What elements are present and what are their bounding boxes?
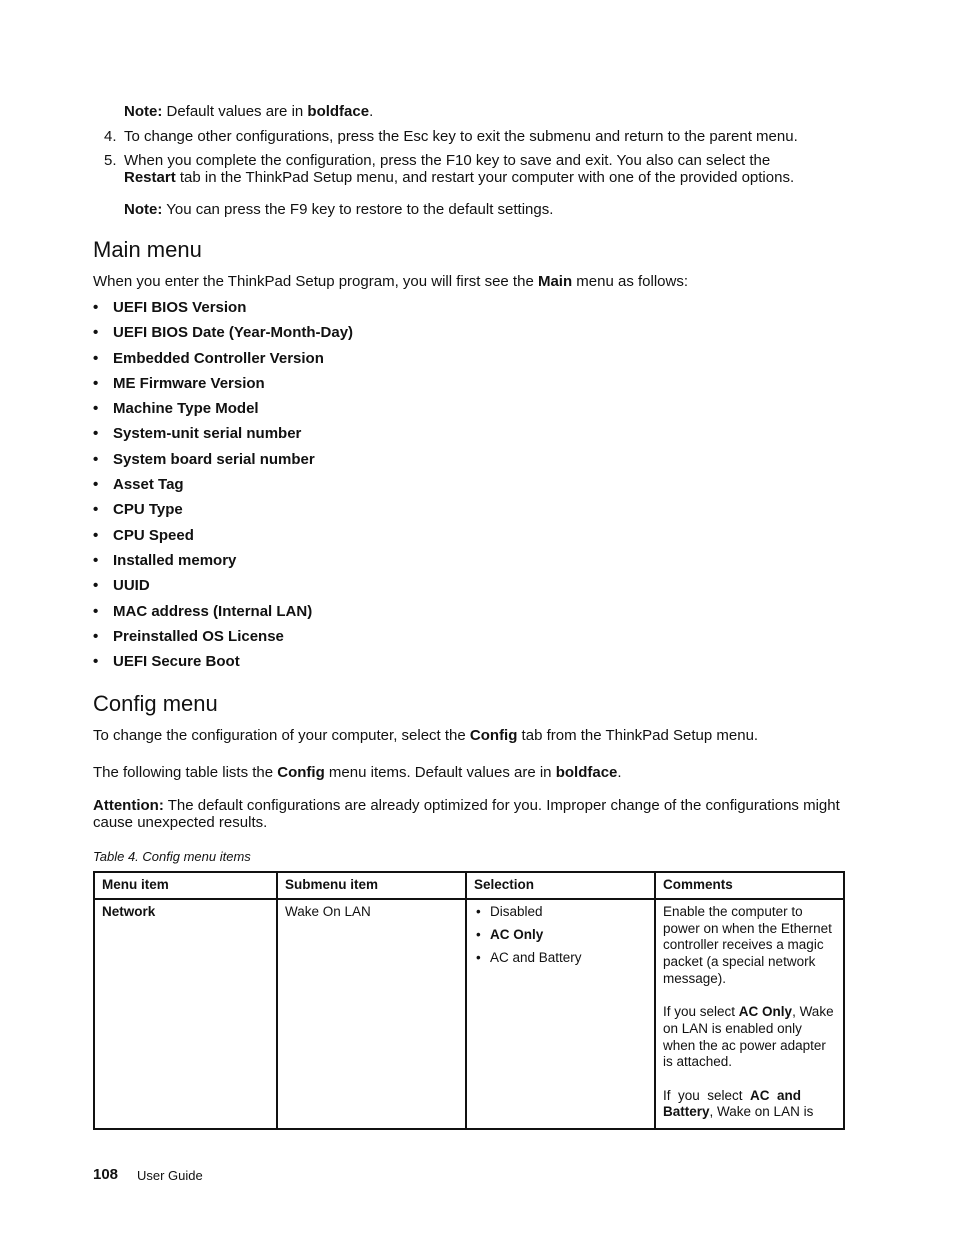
main-menu-heading: Main menu [93, 237, 202, 262]
selection-options [474, 904, 647, 967]
list-item: • UEFI Secure Boot [93, 653, 353, 678]
config-menu-paragraph-2: The following table lists the Config menu items. Default values are in boldface. [93, 764, 622, 781]
column-header-menu-item: Menu item [94, 872, 277, 899]
list-item: • UEFI BIOS Date (Year-Month-Day) [93, 324, 353, 349]
table-header-row [94, 872, 844, 899]
comment-paragraph: If you select AC Only, Wake on LAN is enabled only when the ac power adapter is attached. [663, 1004, 834, 1070]
list-item: • CPU Speed [93, 527, 353, 552]
list-item: • Embedded Controller Version [93, 350, 353, 375]
list-item: • Installed memory [93, 552, 353, 577]
list-item: • UUID [93, 577, 353, 602]
comment-paragraph: If you select AC and Battery, Wake on LAN is [663, 1087, 814, 1120]
selection-option-default: • AC Only [474, 927, 647, 944]
step-4-number: 4. [104, 128, 117, 145]
list-item: • MAC address (Internal LAN) [93, 603, 353, 628]
config-menu-heading: Config menu [93, 691, 218, 716]
selection-cell [466, 899, 655, 1129]
page-number: 108 [93, 1166, 119, 1183]
selection-option: • Disabled [474, 904, 647, 921]
list-item: • System-unit serial number [93, 425, 353, 450]
column-header-comments: Comments [655, 872, 844, 899]
list-item: • ME Firmware Version [93, 375, 353, 400]
table-row [94, 899, 844, 1129]
list-item: • Preinstalled OS License [93, 628, 353, 653]
list-item: • Asset Tag [93, 476, 353, 501]
main-menu-intro: When you enter the ThinkPad Setup program, you will first see the Main menu as follows: [93, 273, 689, 290]
list-item: • UEFI BIOS Version [93, 299, 353, 324]
selection-option: • AC and Battery [474, 950, 647, 967]
step-5-text: When you complete the configuration, press the F10 key to save and exit. You also can select the Restart tab in the ThinkPad Setup menu, and restart your computer with one of the provided options. [124, 152, 795, 186]
table-caption: Table 4. Config menu items [93, 849, 251, 864]
config-menu-table [93, 871, 845, 1130]
list-item: • System board serial number [93, 451, 353, 476]
document-title: User Guide [137, 1168, 203, 1183]
comments-cell [655, 899, 844, 1129]
submenu-item-cell: Wake On LAN [277, 899, 466, 1129]
column-header-selection: Selection [466, 872, 655, 899]
config-menu-paragraph-1: To change the configuration of your computer, select the Config tab from the ThinkPad Setup menu. [93, 727, 759, 744]
note-default-values: Note: Default values are in boldface. [124, 103, 374, 120]
menu-item-cell: Network [94, 899, 277, 1129]
list-item: • Machine Type Model [93, 400, 353, 425]
attention-notice: Attention: The default configurations are already optimized for you. Improper change of the configurations might cause unexpected results. [93, 797, 840, 831]
comment-paragraph: Enable the computer to power on when the Ethernet controller receives a magic packet (a special network message). [663, 904, 832, 986]
step-4-text: To change other configurations, press the Esc key to exit the submenu and return to the parent menu. [124, 128, 798, 145]
step-5-number: 5. [104, 152, 117, 169]
column-header-submenu-item: Submenu item [277, 872, 466, 899]
main-menu-item-list [93, 299, 353, 678]
note-f9-restore: Note: You can press the F9 key to restore to the default settings. [124, 201, 554, 218]
list-item: • CPU Type [93, 501, 353, 526]
